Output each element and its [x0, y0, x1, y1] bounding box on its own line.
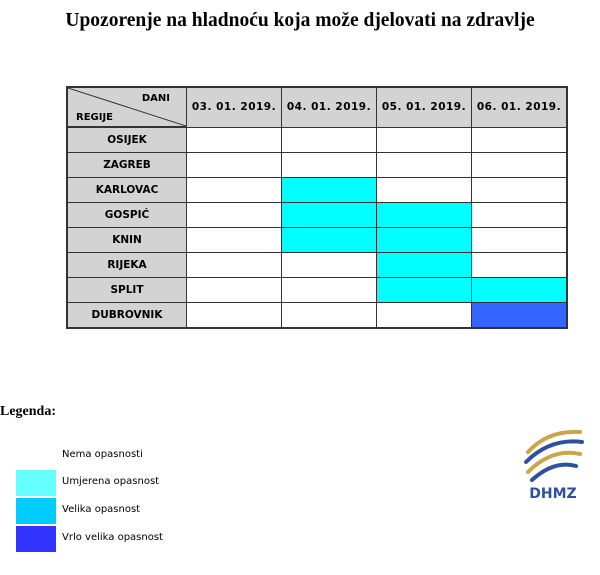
- warning-cell: [187, 228, 282, 253]
- warning-cell: [282, 127, 377, 153]
- warning-cell: [472, 178, 568, 203]
- warning-cell: [377, 253, 472, 278]
- warning-cell: [377, 153, 472, 178]
- table-row: [67, 178, 567, 203]
- warning-cell: [282, 153, 377, 178]
- legend-swatch: [16, 470, 56, 496]
- legend-swatch: [16, 443, 56, 469]
- dhmz-logo: [518, 422, 588, 502]
- warning-cell: [472, 278, 568, 303]
- legend-label: Velika opasnost: [62, 504, 141, 515]
- warning-cell: [282, 203, 377, 228]
- legend-label: Nema opasnosti: [62, 449, 143, 460]
- warning-cell: [187, 303, 282, 329]
- region-header: KARLOVAC: [67, 178, 187, 203]
- logo-text: DHMZ: [529, 486, 577, 502]
- date-header: 06. 01. 2019.: [472, 87, 568, 127]
- table-header-row: [67, 87, 567, 127]
- warning-cell: [282, 278, 377, 303]
- warning-cell: [282, 253, 377, 278]
- corner-days-label: DANI: [141, 93, 170, 104]
- table-row: [67, 253, 567, 278]
- legend-item-none: [16, 443, 216, 469]
- date-header: 03. 01. 2019.: [187, 87, 282, 127]
- warning-cell: [377, 303, 472, 329]
- table-row: [67, 278, 567, 303]
- warning-cell: [472, 228, 568, 253]
- region-header: SPLIT: [67, 278, 187, 303]
- date-header: 04. 01. 2019.: [282, 87, 377, 127]
- warning-cell: [187, 203, 282, 228]
- warning-cell: [187, 178, 282, 203]
- table-body: [67, 127, 567, 328]
- table-row: [67, 203, 567, 228]
- warning-cell: [282, 178, 377, 203]
- warning-cell: [187, 153, 282, 178]
- region-header: DUBROVNIK: [67, 303, 187, 329]
- warning-cell: [472, 253, 568, 278]
- legend-item-high: [16, 498, 216, 524]
- legend-title: Legenda:: [0, 404, 56, 419]
- warning-cell: [377, 127, 472, 153]
- table-row: [67, 153, 567, 178]
- legend-label: Umjerena opasnost: [62, 476, 160, 487]
- warning-table: [66, 86, 568, 329]
- date-header: 05. 01. 2019.: [377, 87, 472, 127]
- region-header: ZAGREB: [67, 153, 187, 178]
- region-header: OSIJEK: [67, 127, 187, 153]
- warning-cell: [282, 303, 377, 329]
- corner-regions-label: REGIJE: [76, 112, 114, 123]
- table-row: [67, 228, 567, 253]
- warning-cell: [377, 278, 472, 303]
- region-header: GOSPIĆ: [67, 203, 187, 228]
- legend-item-very-high: [16, 526, 216, 552]
- warning-cell: [187, 278, 282, 303]
- warning-cell: [472, 153, 568, 178]
- dhmz-logo-icon: [518, 422, 588, 502]
- warning-cell: [377, 178, 472, 203]
- region-header: RIJEKA: [67, 253, 187, 278]
- table-corner-header: [67, 87, 187, 127]
- warning-cell: [377, 228, 472, 253]
- legend-item-moderate: [16, 470, 216, 496]
- table-row: [67, 127, 567, 153]
- warning-cell: [282, 228, 377, 253]
- warning-cell: [187, 127, 282, 153]
- table-row: [67, 303, 567, 329]
- legend-label: Vrlo velika opasnost: [62, 532, 163, 543]
- warning-cell: [472, 203, 568, 228]
- region-header: KNIN: [67, 228, 187, 253]
- warning-cell: [472, 127, 568, 153]
- page-title: Upozorenje na hladnoću koja može djelovati na zdravlje: [65, 10, 535, 31]
- legend-swatch: [16, 526, 56, 552]
- warning-cell: [377, 203, 472, 228]
- warning-cell: [472, 303, 568, 329]
- legend-swatch: [16, 498, 56, 524]
- warning-cell: [187, 253, 282, 278]
